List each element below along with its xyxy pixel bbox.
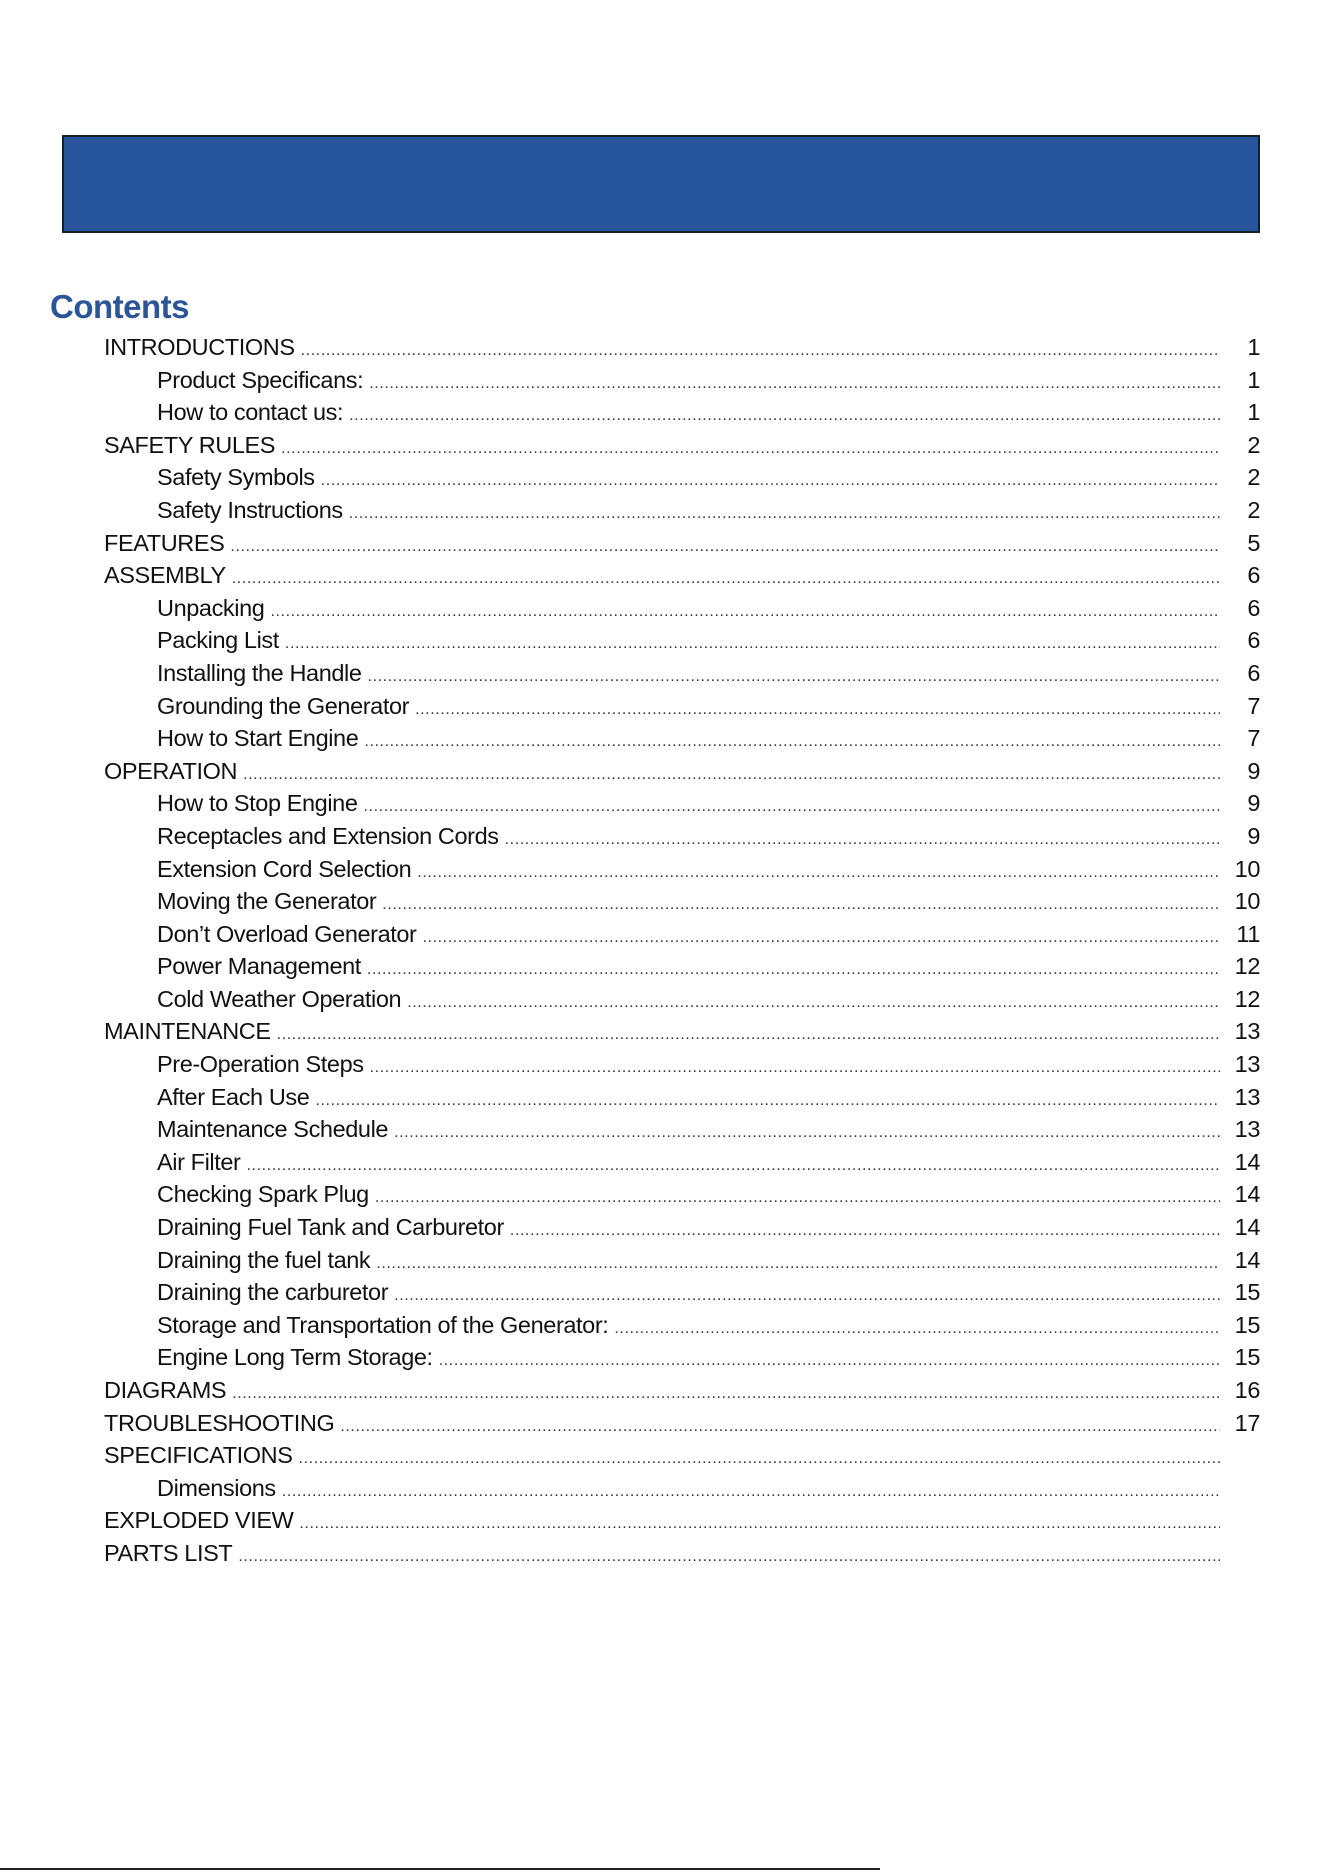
toc-entry-label: Receptacles and Extension Cords	[157, 822, 499, 849]
toc-entry-label: Draining Fuel Tank and Carburetor	[157, 1214, 504, 1241]
toc-subsection-entry[interactable]	[104, 364, 1260, 397]
toc-entry-label: PARTS LIST	[104, 1539, 233, 1566]
toc-subsection-entry[interactable]	[104, 820, 1260, 853]
toc-subsection-entry[interactable]	[104, 1146, 1260, 1179]
table-of-contents	[104, 331, 1260, 1570]
footer-divider	[0, 1868, 880, 1870]
toc-section-entry[interactable]	[104, 1015, 1260, 1048]
toc-subsection-entry[interactable]	[104, 690, 1260, 723]
toc-entry-label: Draining the fuel tank	[157, 1246, 371, 1273]
toc-entry-label: Installing the Handle	[157, 659, 362, 686]
toc-page-number: 9	[1247, 790, 1260, 817]
toc-entry-label: DIAGRAMS	[104, 1377, 227, 1403]
toc-page-number: 14	[1234, 1214, 1260, 1241]
toc-entry-label: Air Filter	[157, 1148, 241, 1175]
toc-entry-label: How to Start Engine	[157, 725, 359, 752]
toc-page-number: 13	[1234, 1051, 1260, 1078]
toc-entry-label: Don’t Overload Generator	[157, 920, 417, 947]
toc-subsection-entry[interactable]	[104, 1081, 1260, 1114]
toc-page-number: 14	[1234, 1148, 1260, 1175]
toc-page-number: 17	[1234, 1409, 1260, 1436]
toc-section-entry[interactable]	[104, 1439, 1260, 1472]
toc-page-number: 2	[1247, 464, 1260, 491]
toc-subsection-entry[interactable]	[104, 1048, 1260, 1081]
toc-subsection-entry[interactable]	[104, 592, 1260, 625]
toc-entry-label: Product Specificans:	[157, 366, 364, 393]
toc-section-entry[interactable]	[104, 527, 1260, 560]
toc-subsection-entry[interactable]	[104, 657, 1260, 690]
toc-entry-label: Storage and Transportation of the Generator:	[157, 1311, 609, 1338]
toc-page-number: 9	[1247, 822, 1260, 849]
toc-page-number: 1	[1247, 334, 1260, 360]
toc-page-number: 2	[1247, 496, 1260, 523]
toc-page-number: 6	[1247, 627, 1260, 654]
toc-section-entry[interactable]	[104, 331, 1260, 364]
toc-page-number: 6	[1247, 594, 1260, 621]
toc-entry-label: Draining the carburetor	[157, 1279, 389, 1306]
contents-heading: Contents	[50, 288, 189, 325]
toc-entry-label: Power Management	[157, 953, 361, 980]
toc-page-number: 2	[1247, 431, 1260, 458]
toc-entry-label: TROUBLESHOOTING	[104, 1409, 335, 1436]
toc-page-number: 1	[1247, 366, 1260, 393]
toc-entry-label: Unpacking	[157, 594, 265, 621]
toc-page-number: 14	[1234, 1246, 1260, 1273]
toc-subsection-entry[interactable]	[104, 1341, 1260, 1374]
toc-page-number: 1	[1247, 399, 1260, 426]
toc-section-entry[interactable]	[104, 559, 1260, 592]
toc-page-number: 6	[1247, 659, 1260, 686]
toc-subsection-entry[interactable]	[104, 1244, 1260, 1277]
toc-entry-label: Safety Instructions	[157, 496, 343, 523]
toc-page-number: 6	[1247, 562, 1260, 589]
toc-subsection-entry[interactable]	[104, 494, 1260, 527]
toc-entry-label: MAINTENANCE	[104, 1018, 271, 1045]
toc-page-number: 7	[1247, 692, 1260, 719]
toc-subsection-entry[interactable]	[104, 918, 1260, 951]
toc-subsection-entry[interactable]	[104, 885, 1260, 918]
toc-entry-label: FEATURES	[104, 529, 225, 556]
toc-section-entry[interactable]	[104, 429, 1260, 462]
toc-subsection-entry[interactable]	[104, 787, 1260, 820]
toc-subsection-entry[interactable]	[104, 396, 1260, 429]
toc-page-number: 14	[1234, 1181, 1260, 1208]
toc-entry-label: Moving the Generator	[157, 888, 377, 915]
toc-section-entry[interactable]	[104, 1504, 1260, 1537]
toc-entry-label: OPERATION	[104, 757, 238, 784]
toc-entry-label: How to Stop Engine	[157, 790, 358, 817]
toc-subsection-entry[interactable]	[104, 1276, 1260, 1309]
toc-subsection-entry[interactable]	[104, 983, 1260, 1016]
toc-entry-label: How to contact us:	[157, 399, 344, 426]
toc-entry-label: Dimensions	[157, 1474, 276, 1501]
toc-entry-label: After Each Use	[157, 1083, 310, 1110]
toc-subsection-entry[interactable]	[104, 624, 1260, 657]
toc-page-number: 12	[1234, 985, 1260, 1012]
toc-entry-label: Checking Spark Plug	[157, 1181, 369, 1208]
toc-entry-label: EXPLODED VIEW	[104, 1507, 294, 1534]
toc-subsection-entry[interactable]	[104, 1211, 1260, 1244]
toc-page-number: 13	[1234, 1018, 1260, 1045]
toc-entry-label: Extension Cord Selection	[157, 855, 412, 882]
header-banner	[62, 135, 1260, 233]
dot-leader	[238, 1541, 1220, 1574]
toc-section-entry[interactable]	[104, 1537, 1260, 1570]
toc-page-number: 10	[1234, 855, 1260, 882]
toc-page-number: 15	[1234, 1311, 1260, 1338]
toc-page-number: 13	[1234, 1083, 1260, 1110]
toc-entry-label: SAFETY RULES	[104, 431, 276, 458]
toc-page-number: 10	[1234, 888, 1260, 915]
toc-entry-label: Grounding the Generator	[157, 692, 410, 719]
toc-page-number: 5	[1247, 529, 1260, 556]
toc-section-entry[interactable]	[104, 755, 1260, 788]
toc-subsection-entry[interactable]	[104, 1472, 1260, 1505]
toc-page-number: 11	[1236, 920, 1260, 947]
toc-entry-label: Packing List	[157, 627, 279, 654]
toc-subsection-entry[interactable]	[104, 722, 1260, 755]
toc-entry-label: Safety Symbols	[157, 464, 315, 491]
toc-page-number: 13	[1234, 1116, 1260, 1143]
toc-entry-label: INTRODUCTIONS	[104, 334, 295, 360]
toc-entry-label: Cold Weather Operation	[157, 985, 402, 1012]
toc-page-number: 12	[1234, 953, 1260, 980]
toc-subsection-entry[interactable]	[104, 461, 1260, 494]
toc-page-number: 15	[1234, 1279, 1260, 1306]
toc-entry-label: Engine Long Term Storage:	[157, 1344, 433, 1371]
toc-subsection-entry[interactable]	[104, 853, 1260, 886]
toc-subsection-entry[interactable]	[104, 950, 1260, 983]
toc-page-number: 9	[1247, 757, 1260, 784]
toc-entry-label: ASSEMBLY	[104, 562, 226, 589]
toc-entry-label: Maintenance Schedule	[157, 1116, 389, 1143]
toc-page-number: 15	[1234, 1344, 1260, 1371]
toc-subsection-entry[interactable]	[104, 1309, 1260, 1342]
toc-entry-label: SPECIFICATIONS	[104, 1442, 293, 1469]
toc-entry-label: Pre-Operation Steps	[157, 1051, 364, 1078]
toc-section-entry[interactable]	[104, 1407, 1260, 1440]
toc-page-number: 7	[1247, 725, 1260, 752]
toc-subsection-entry[interactable]	[104, 1178, 1260, 1211]
toc-section-entry[interactable]	[104, 1374, 1260, 1407]
toc-subsection-entry[interactable]	[104, 1113, 1260, 1146]
toc-page-number: 16	[1234, 1377, 1260, 1403]
